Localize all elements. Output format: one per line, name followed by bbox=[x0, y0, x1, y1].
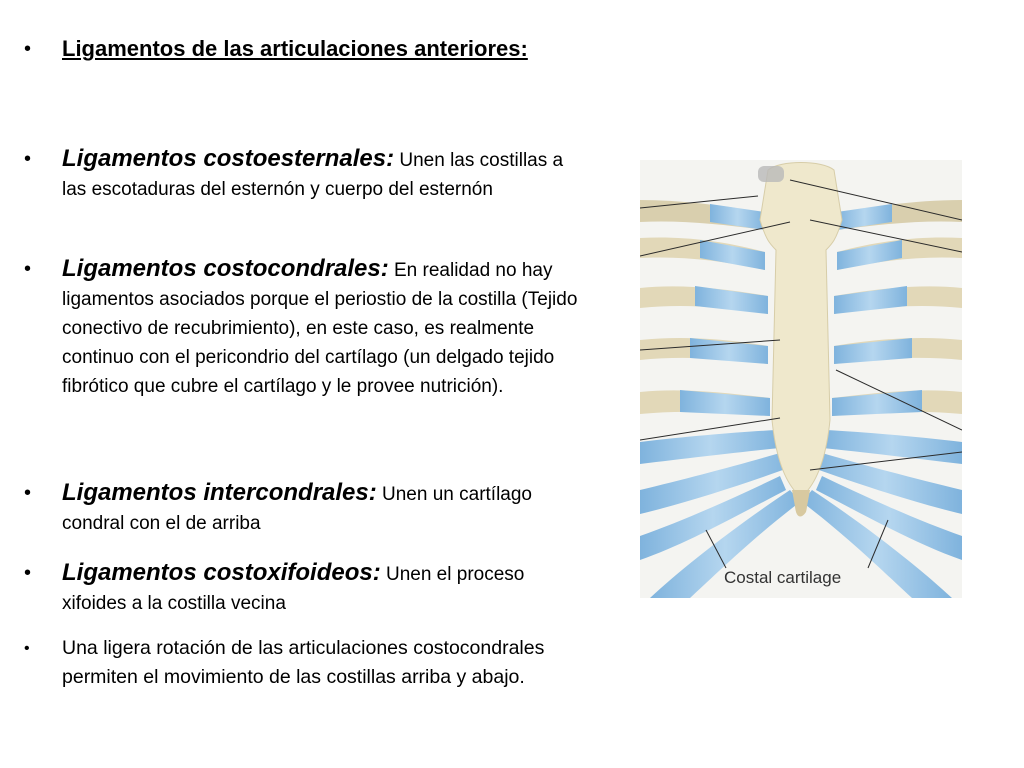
rotation-note: Una ligera rotación de las articulaciones costocondrales permiten el movimiento de las costillas arriba y abajo. bbox=[62, 637, 545, 688]
definition-costocondrales: En realidad no hay ligamentos asociados porque el periostio de la costilla (Tejido conectivo de recubrimiento), en este caso, es realmente continuo con el pericondrio del cartílago (un delgado tejido fibrótico que cubre el cartílago y le provee nutrición). bbox=[62, 260, 578, 397]
bullet-costocondrales bbox=[24, 254, 584, 401]
bullet-intercondrales bbox=[24, 478, 584, 538]
bullet-dot: • bbox=[24, 640, 30, 657]
sternum-ribs-drawing bbox=[640, 160, 962, 598]
definition-costoesternales: Unen las costillas a las escotaduras del esternón y cuerpo del esternón bbox=[62, 150, 564, 200]
bullet-dot: • bbox=[24, 258, 32, 280]
term-costoxifoideos: Ligamentos costoxifoideos: bbox=[62, 559, 381, 586]
bullet-costoxifoideos bbox=[24, 558, 584, 618]
figure-caption: Costal cartilage bbox=[724, 568, 842, 587]
bullet-rotacion bbox=[24, 634, 584, 692]
bullet-dot: • bbox=[24, 482, 32, 504]
bullet-heading bbox=[24, 34, 584, 64]
bullet-costoesternales bbox=[24, 144, 584, 204]
definition-costoxifoideos: Unen el proceso xifoides a la costilla vecina bbox=[62, 564, 525, 614]
term-costoesternales: Ligamentos costoesternales: bbox=[62, 145, 395, 172]
section-heading: Ligamentos de las articulaciones anteriores: bbox=[62, 36, 528, 61]
rib-cage-illustration bbox=[640, 160, 962, 598]
term-intercondrales: Ligamentos intercondrales: bbox=[62, 479, 377, 506]
bullet-dot: • bbox=[24, 148, 32, 170]
bullet-dot: • bbox=[24, 38, 32, 60]
definition-intercondrales: Unen un cartílago condral con el de arriba bbox=[62, 484, 532, 534]
term-costocondrales: Ligamentos costocondrales: bbox=[62, 255, 389, 282]
bullet-dot: • bbox=[24, 562, 32, 584]
